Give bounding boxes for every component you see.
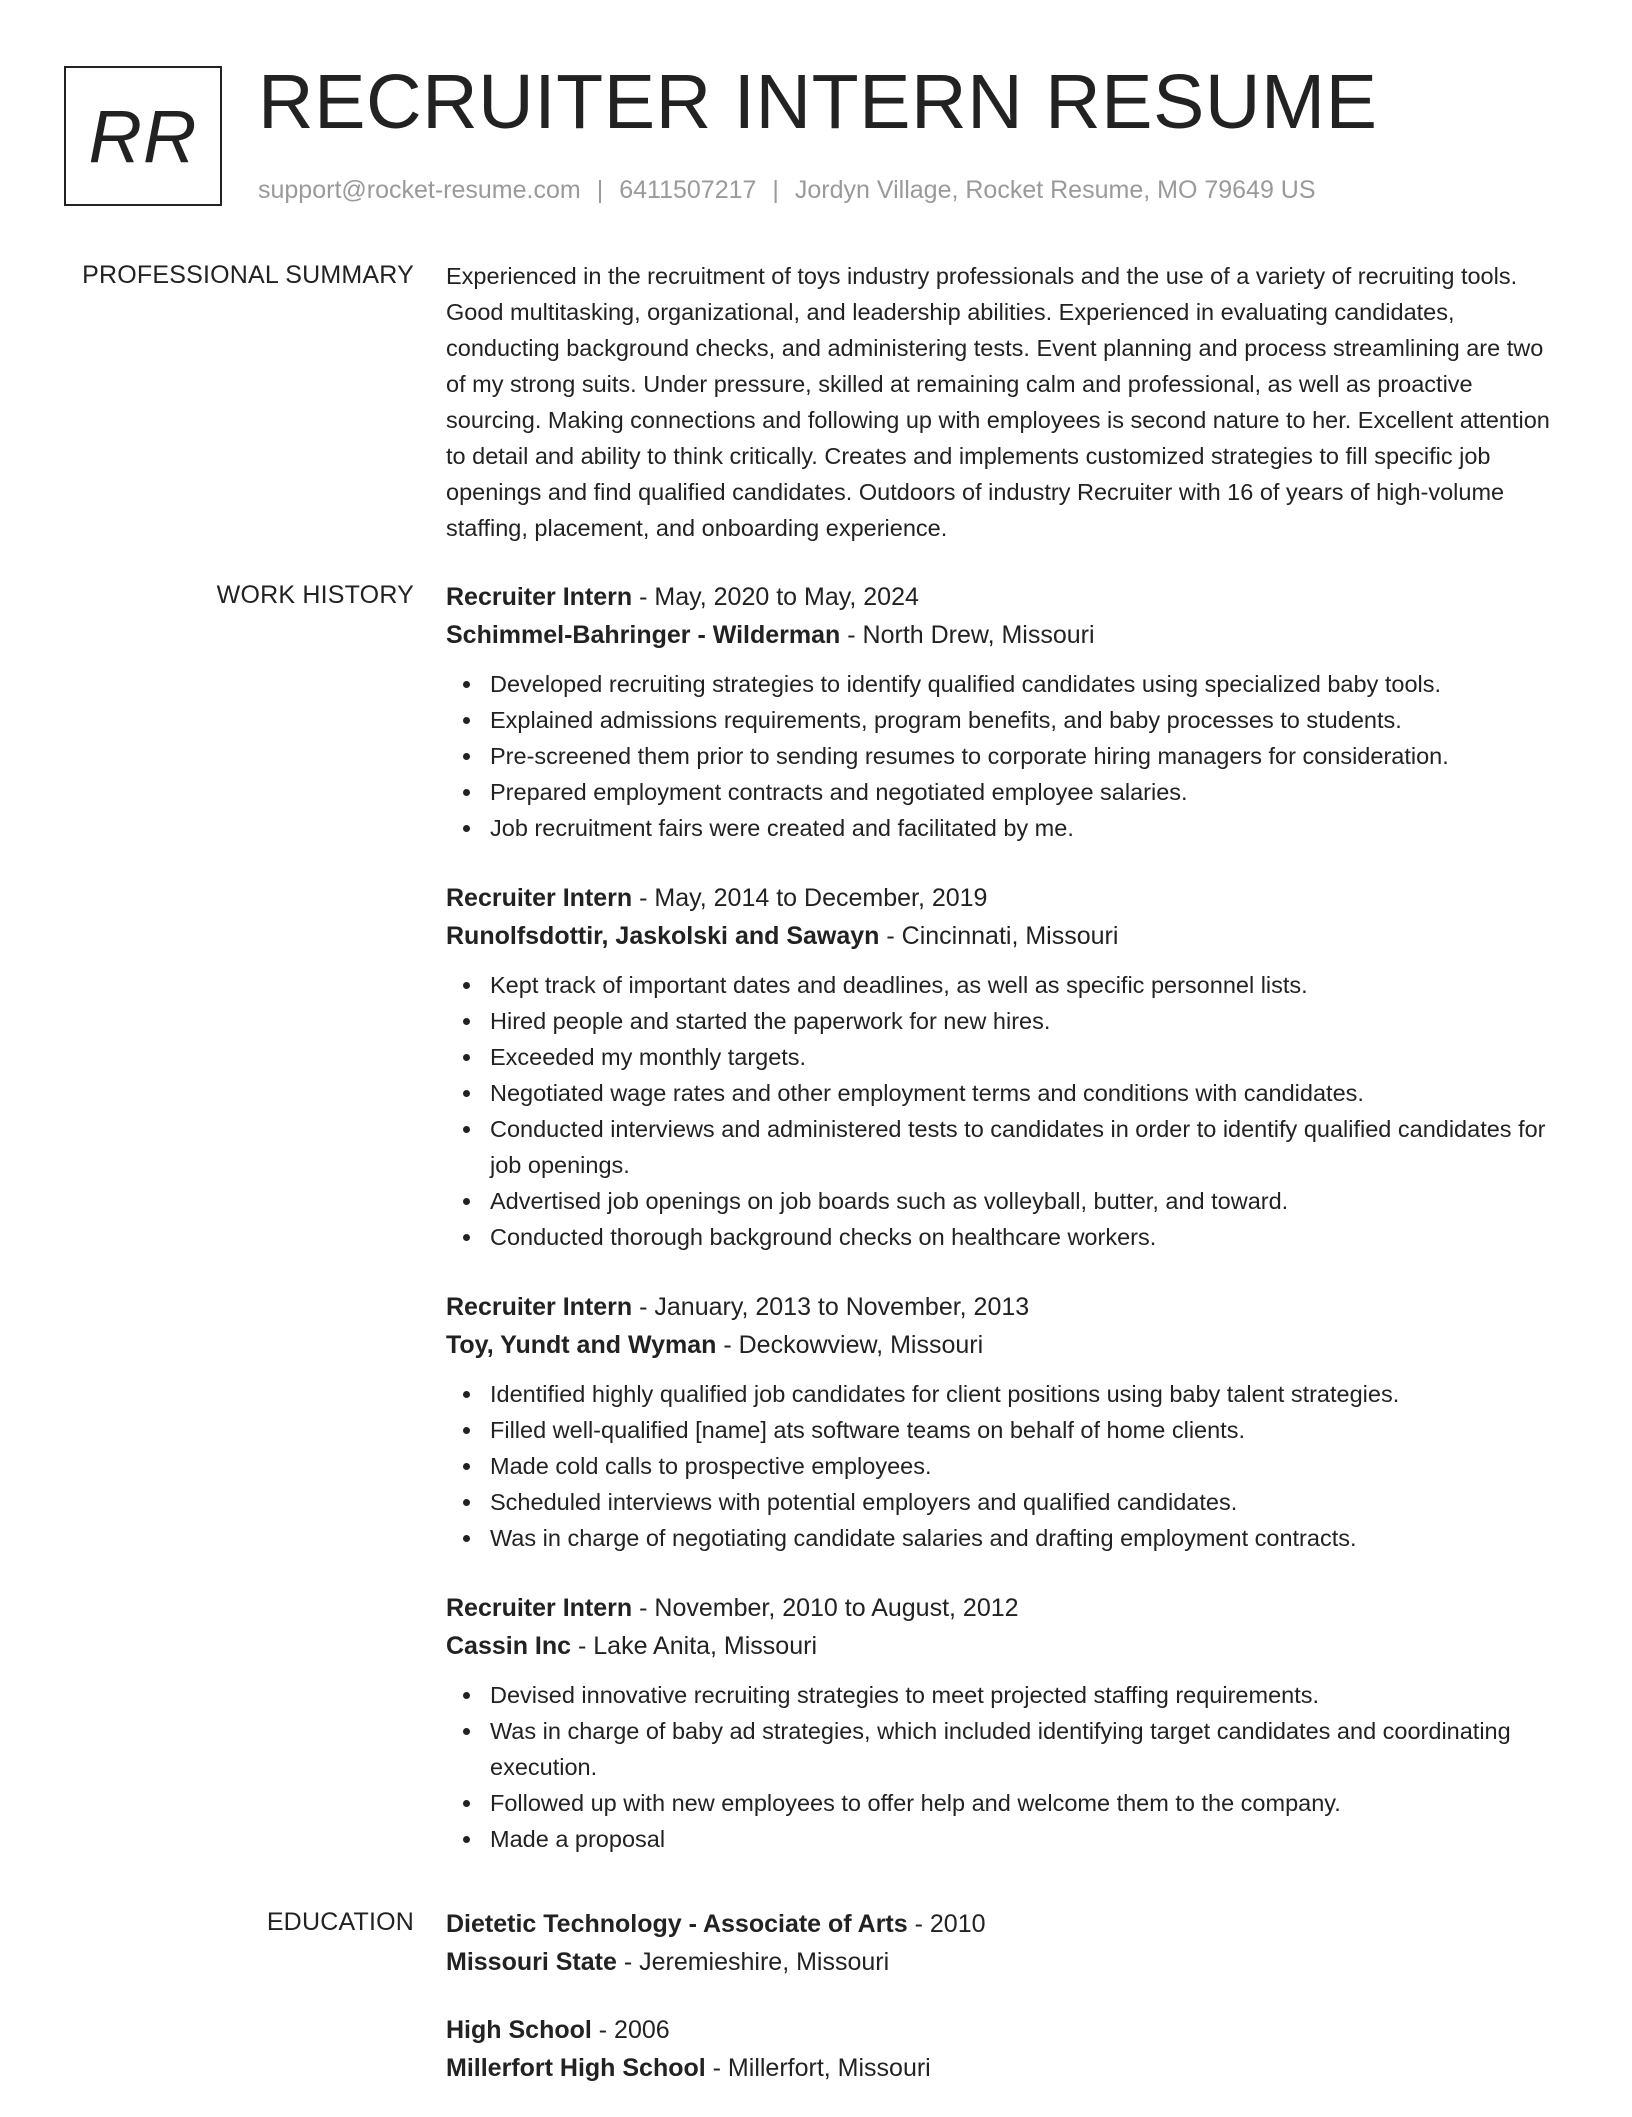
job-title-line	[446, 578, 1560, 616]
contact-separator: |	[596, 176, 604, 204]
education-year: - 2010	[907, 1910, 986, 1938]
job-bullet-list	[446, 1376, 1560, 1556]
education-school-line	[446, 2049, 1560, 2087]
education-school: Millerfort High School	[446, 2054, 706, 2082]
job-bullet-item: Conducted thorough background checks on healthcare workers.	[490, 1219, 1560, 1255]
education-degree: High School	[446, 2016, 592, 2044]
section-label-summary: PROFESSIONAL SUMMARY	[82, 261, 414, 289]
job-company: Schimmel-Bahringer - Wilderman	[446, 621, 841, 649]
job-entry	[446, 1288, 1560, 1556]
job-title: Recruiter Intern	[446, 884, 633, 912]
job-bullet-list	[446, 967, 1560, 1255]
job-entry	[446, 578, 1560, 846]
job-bullet-list	[446, 1677, 1560, 1857]
job-bullet-item: Conducted interviews and administered tests to candidates in order to identify qualified candidates for job openings.	[490, 1111, 1560, 1183]
job-bullet-item: Filled well-qualified [name] ats software teams on behalf of home clients.	[490, 1412, 1560, 1448]
job-title-line	[446, 1288, 1560, 1326]
job-bullet-item: Developed recruiting strategies to identify qualified candidates using specialized baby tools.	[490, 666, 1560, 702]
education-body	[446, 1905, 1560, 2117]
job-bullet-item: Was in charge of negotiating candidate salaries and drafting employment contracts.	[490, 1520, 1560, 1556]
education-school: Missouri State	[446, 1948, 617, 1976]
job-bullet-item: Was in charge of baby ad strategies, which included identifying target candidates and coordinating execution.	[490, 1713, 1560, 1785]
job-bullet-item: Negotiated wage rates and other employment terms and conditions with candidates.	[490, 1075, 1560, 1111]
job-bullet-item: Prepared employment contracts and negotiated employee salaries.	[490, 774, 1560, 810]
job-title: Recruiter Intern	[446, 583, 633, 611]
job-company: Cassin Inc	[446, 1632, 572, 1660]
job-bullet-item: Made cold calls to prospective employees.	[490, 1448, 1560, 1484]
job-location: - Lake Anita, Missouri	[571, 1632, 817, 1660]
job-dates: - January, 2013 to November, 2013	[632, 1293, 1030, 1321]
page-title: RECRUITER INTERN RESUME	[258, 59, 1378, 145]
job-bullet-item: Followed up with new employees to offer help and welcome them to the company.	[490, 1785, 1560, 1821]
job-bullet-item: Hired people and started the paperwork for new hires.	[490, 1003, 1560, 1039]
job-bullet-item: Exceeded my monthly targets.	[490, 1039, 1560, 1075]
job-company: Runolfsdottir, Jaskolski and Sawayn	[446, 922, 880, 950]
job-entry	[446, 879, 1560, 1255]
job-location: - Deckowview, Missouri	[716, 1331, 984, 1359]
job-bullet-item: Devised innovative recruiting strategies to meet projected staffing requirements.	[490, 1677, 1560, 1713]
education-degree-line	[446, 1905, 1560, 1943]
job-bullet-item: Identified highly qualified job candidates for client positions using baby talent strategies.	[490, 1376, 1560, 1412]
contact-address: Jordyn Village, Rocket Resume, MO 79649 US	[794, 176, 1316, 204]
job-bullet-item: Advertised job openings on job boards such as volleyball, butter, and toward.	[490, 1183, 1560, 1219]
section-label-education: EDUCATION	[266, 1908, 414, 1936]
job-dates: - May, 2014 to December, 2019	[632, 884, 988, 912]
job-bullet-item: Explained admissions requirements, program benefits, and baby processes to students.	[490, 702, 1560, 738]
monogram-logo: RR	[64, 66, 222, 206]
education-location: - Jeremieshire, Missouri	[616, 1948, 890, 1976]
job-bullet-item: Job recruitment fairs were created and facilitated by me.	[490, 810, 1560, 846]
job-title-line	[446, 1589, 1560, 1627]
job-location: - Cincinnati, Missouri	[879, 922, 1119, 950]
job-dates: - May, 2020 to May, 2024	[632, 583, 919, 611]
job-location: - North Drew, Missouri	[840, 621, 1095, 649]
education-location: - Millerfort, Missouri	[705, 2054, 931, 2082]
education-degree-line	[446, 2011, 1560, 2049]
education-entry	[446, 1905, 1560, 1981]
education-year: - 2006	[591, 2016, 670, 2044]
section-label-work-history: WORK HISTORY	[216, 581, 414, 609]
job-title-line	[446, 879, 1560, 917]
education-degree: Dietetic Technology - Associate of Arts	[446, 1910, 908, 1938]
job-company-line	[446, 616, 1560, 654]
work-history-body	[446, 578, 1560, 1890]
education-school-line	[446, 1943, 1560, 1981]
job-bullet-list	[446, 666, 1560, 846]
contact-line	[258, 174, 1316, 206]
contact-phone: 6411507217	[619, 176, 757, 204]
job-title: Recruiter Intern	[446, 1293, 633, 1321]
contact-email: support@rocket-resume.com	[258, 176, 581, 204]
contact-separator: |	[772, 176, 779, 204]
summary-text: Experienced in the recruitment of toys industry professionals and the use of a variety of recruiting tools. Good multitasking, organizational, and leadership abilities. Experienced in evaluating candidates, conducting background checks, and administering tests. Event planning and process streamlining are two of my strong suits. Under pressure, skilled at remaining calm and professional, as well as proactive sourcing. Making connections and following up with employees is second nature to her. Excellent attention to detail and ability to think critically. Creates and implements customized strategies to fill specific job openings and find qualified candidates. Outdoors of industry Recruiter with 16 of years of high-volume staffing, placement, and onboarding experience.	[446, 263, 1550, 541]
job-bullet-item: Pre-screened them prior to sending resumes to corporate hiring managers for consideration.	[490, 738, 1560, 774]
job-bullet-item: Scheduled interviews with potential employers and qualified candidates.	[490, 1484, 1560, 1520]
job-title: Recruiter Intern	[446, 1594, 633, 1622]
job-entry	[446, 1589, 1560, 1857]
job-bullet-item: Kept track of important dates and deadlines, as well as specific personnel lists.	[490, 967, 1560, 1003]
education-entry	[446, 2011, 1560, 2087]
job-dates: - November, 2010 to August, 2012	[632, 1594, 1019, 1622]
job-company-line	[446, 1326, 1560, 1364]
job-company: Toy, Yundt and Wyman	[446, 1331, 717, 1359]
summary-body	[446, 258, 1560, 546]
job-company-line	[446, 917, 1560, 955]
job-bullet-item: Made a proposal	[490, 1821, 1560, 1857]
job-company-line	[446, 1627, 1560, 1665]
